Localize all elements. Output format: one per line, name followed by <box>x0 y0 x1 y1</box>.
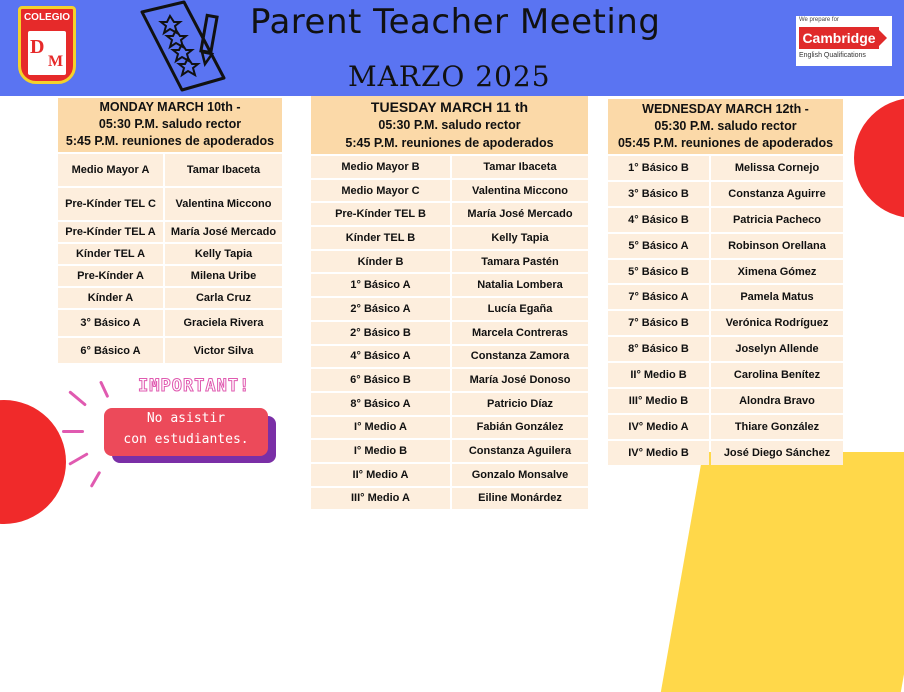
teacher-cell: Thiare González <box>711 415 843 439</box>
table-row <box>311 203 588 225</box>
class-cell: Kínder TEL B <box>311 227 450 249</box>
table-row <box>608 337 843 361</box>
class-cell: Pre-Kínder TEL A <box>58 222 163 242</box>
teacher-cell: Joselyn Allende <box>711 337 843 361</box>
class-cell: 1° Básico B <box>608 156 709 180</box>
teacher-cell: María José Donoso <box>452 369 588 391</box>
teacher-cell: Valentina Miccono <box>452 180 588 202</box>
red-circle-right <box>854 98 904 218</box>
table-row <box>608 285 843 309</box>
class-cell: 6° Básico A <box>58 338 163 363</box>
class-cell: IV° Medio A <box>608 415 709 439</box>
table-row <box>311 369 588 391</box>
table-row <box>608 260 843 284</box>
teacher-cell: Melissa Cornejo <box>711 156 843 180</box>
class-cell: 6° Básico B <box>311 369 450 391</box>
table-row <box>608 182 843 206</box>
teacher-cell: Ximena Gómez <box>711 260 843 284</box>
monday-day: MONDAY MARCH 10th - <box>99 100 241 114</box>
tuesday-greeting-time: 05:30 P.M. saludo rector <box>378 118 521 132</box>
wednesday-meeting-time: 05:45 P.M. reuniones de apoderados <box>617 136 834 150</box>
yellow-shape-bottom-right <box>661 452 904 692</box>
teacher-cell: Robinson Orellana <box>711 234 843 258</box>
table-row <box>311 298 588 320</box>
class-cell: 8° Básico A <box>311 393 450 415</box>
teacher-cell: Constanza Aguilera <box>452 440 588 462</box>
tuesday-header <box>311 96 588 154</box>
tuesday-day: TUESDAY MARCH 11 th <box>370 99 529 115</box>
class-cell: Medio Mayor A <box>58 154 163 186</box>
table-row <box>311 440 588 462</box>
monday-header <box>58 98 282 152</box>
teacher-cell: Tamar Ibaceta <box>452 156 588 178</box>
table-row <box>58 154 282 186</box>
tuesday-meeting-time: 5:45 P.M. reuniones de apoderados <box>345 136 554 150</box>
teacher-cell: Fabián González <box>452 417 588 439</box>
monday-table <box>58 98 282 363</box>
table-row <box>311 274 588 296</box>
class-cell: 5° Básico B <box>608 260 709 284</box>
teacher-cell: Tamara Pastén <box>452 251 588 273</box>
logo-letter-m: M <box>48 53 64 70</box>
teacher-cell: Constanza Aguirre <box>711 182 843 206</box>
table-row <box>58 338 282 363</box>
class-cell: I° Medio B <box>311 440 450 462</box>
teacher-cell: Carla Cruz <box>165 288 282 308</box>
burst-ray <box>90 471 102 488</box>
class-cell: Pre-Kínder TEL B <box>311 203 450 225</box>
table-row <box>608 389 843 413</box>
burst-ray <box>62 430 84 433</box>
logo-letter-d: D <box>30 36 45 58</box>
teacher-cell: Valentina Miccono <box>165 188 282 220</box>
page-title: Parent Teacher Meeting <box>250 2 661 42</box>
wednesday-greeting-time: 05:30 P.M. saludo rector <box>654 119 797 133</box>
note-line-2: con estudiantes. <box>123 432 249 447</box>
teacher-cell: Natalia Lombera <box>452 274 588 296</box>
class-cell: III° Medio A <box>311 488 450 510</box>
teacher-cell: Constanza Zamora <box>452 346 588 368</box>
logo-label: COLEGIO <box>23 12 71 23</box>
class-cell: Kínder A <box>58 288 163 308</box>
teacher-cell: Victor Silva <box>165 338 282 363</box>
class-cell: Medio Mayor C <box>311 180 450 202</box>
table-row <box>311 346 588 368</box>
teacher-cell: María José Mercado <box>165 222 282 242</box>
red-circle-bottom-left <box>0 400 66 524</box>
teacher-cell: Verónica Rodríguez <box>711 311 843 335</box>
table-row <box>311 322 588 344</box>
burst-ray <box>68 452 89 466</box>
table-row <box>608 156 843 180</box>
teacher-cell: José Diego Sánchez <box>711 441 843 465</box>
table-row <box>311 227 588 249</box>
table-row <box>58 266 282 286</box>
table-row <box>311 488 588 510</box>
class-cell: III° Medio B <box>608 389 709 413</box>
cambridge-tagline: We prepare for <box>799 17 839 23</box>
teacher-cell: Kelly Tapia <box>452 227 588 249</box>
class-cell: 3° Básico A <box>58 310 163 336</box>
class-cell: 7° Básico A <box>608 285 709 309</box>
class-cell: 1° Básico A <box>311 274 450 296</box>
teacher-cell: Graciela Rivera <box>165 310 282 336</box>
class-cell: 4° Básico A <box>311 346 450 368</box>
class-cell: 4° Básico B <box>608 208 709 232</box>
class-cell: 5° Básico A <box>608 234 709 258</box>
class-cell: 2° Básico A <box>311 298 450 320</box>
teacher-cell: Alondra Bravo <box>711 389 843 413</box>
class-cell: Pre-Kínder TEL C <box>58 188 163 220</box>
table-row <box>311 180 588 202</box>
teacher-cell: Eiline Monárdez <box>452 488 588 510</box>
teacher-cell: Pamela Matus <box>711 285 843 309</box>
wednesday-day: WEDNESDAY MARCH 12th - <box>642 102 809 116</box>
class-cell: 7° Básico B <box>608 311 709 335</box>
important-note <box>104 408 268 456</box>
teacher-cell: Patricia Pacheco <box>711 208 843 232</box>
table-row <box>608 208 843 232</box>
table-row <box>311 251 588 273</box>
table-row <box>311 156 588 178</box>
note-line-1: No asistir <box>146 411 226 426</box>
school-logo <box>18 6 76 84</box>
table-row <box>608 311 843 335</box>
document-stars-icon <box>136 0 232 96</box>
table-row <box>608 415 843 439</box>
class-cell: Pre-Kínder A <box>58 266 163 286</box>
teacher-cell: Milena Uribe <box>165 266 282 286</box>
cambridge-logo <box>796 16 892 66</box>
teacher-cell: Gonzalo Monsalve <box>452 464 588 486</box>
wednesday-header <box>608 99 843 154</box>
wednesday-table <box>608 99 843 465</box>
table-row <box>58 222 282 242</box>
class-cell: 3° Básico B <box>608 182 709 206</box>
cambridge-qualifications: English Qualifications <box>799 52 866 59</box>
teacher-cell: Lucía Egaña <box>452 298 588 320</box>
burst-ray <box>68 390 87 406</box>
table-row <box>58 288 282 308</box>
table-row <box>608 234 843 258</box>
cambridge-name: Cambridge <box>799 27 879 49</box>
teacher-cell: María José Mercado <box>452 203 588 225</box>
class-cell: II° Medio B <box>608 363 709 387</box>
class-cell: II° Medio A <box>311 464 450 486</box>
teacher-cell: Patricio Díaz <box>452 393 588 415</box>
table-row <box>608 441 843 465</box>
teacher-cell: Tamar Ibaceta <box>165 154 282 186</box>
table-row <box>608 363 843 387</box>
class-cell: 8° Básico B <box>608 337 709 361</box>
tuesday-table <box>311 96 588 509</box>
teacher-cell: Marcela Contreras <box>452 322 588 344</box>
monday-meeting-time: 5:45 P.M. reuniones de apoderados <box>65 134 275 148</box>
class-cell: Medio Mayor B <box>311 156 450 178</box>
class-cell: Kínder TEL A <box>58 244 163 264</box>
teacher-cell: Carolina Benítez <box>711 363 843 387</box>
table-row <box>58 188 282 220</box>
class-cell: I° Medio A <box>311 417 450 439</box>
table-row <box>58 310 282 336</box>
table-row <box>58 244 282 264</box>
monday-greeting-time: 05:30 P.M. saludo rector <box>98 117 242 131</box>
teacher-cell: Kelly Tapia <box>165 244 282 264</box>
table-row <box>311 464 588 486</box>
class-cell: 2° Básico B <box>311 322 450 344</box>
page-subtitle: MARZO 2025 <box>348 60 551 93</box>
table-row <box>311 417 588 439</box>
burst-ray <box>99 381 109 399</box>
class-cell: Kínder B <box>311 251 450 273</box>
important-label: IMPORTANT! <box>138 376 251 396</box>
class-cell: IV° Medio B <box>608 441 709 465</box>
table-row <box>311 393 588 415</box>
